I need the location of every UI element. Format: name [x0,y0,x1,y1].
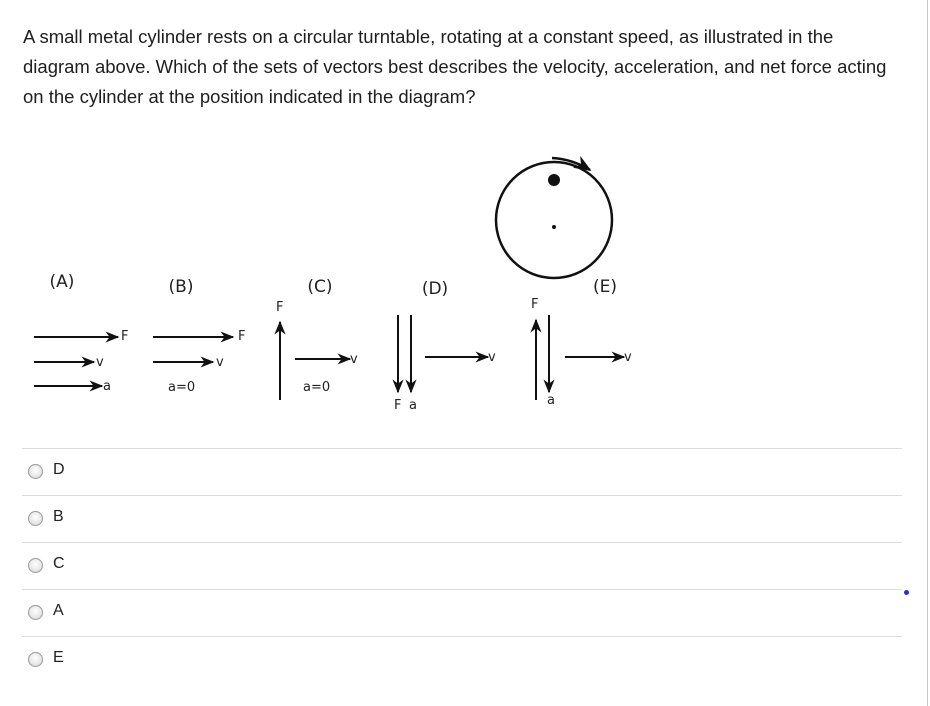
velocity-label: v [624,350,632,365]
radio-button[interactable] [28,652,43,667]
choice-label-e: (E) [592,277,618,297]
radio-button[interactable] [28,464,43,479]
acceleration-label: a [103,379,111,394]
answer-option-label: E [53,649,64,666]
choice-e-vectors [531,297,632,408]
velocity-label: v [350,352,358,367]
force-label: F [238,329,246,344]
velocity-label: v [96,355,104,370]
choice-d-vectors [394,315,496,413]
radio-button[interactable] [28,558,43,573]
force-label: F [394,398,402,413]
choice-label-a: (A) [49,272,75,292]
choice-c-vectors [276,300,358,400]
force-label: F [276,300,284,315]
vector-diagram-figure [0,140,930,430]
choice-label-b: (B) [168,277,194,297]
marker-dot [904,590,909,595]
answer-option-d[interactable] [22,448,902,495]
velocity-label: v [488,350,496,365]
choice-label-c: (C) [307,277,333,297]
radio-button[interactable] [28,511,43,526]
answer-option-b[interactable] [22,495,902,542]
acceleration-zero-label: a=0 [303,380,331,395]
answer-option-label: D [53,461,65,478]
choice-label-d: (D) [421,279,449,299]
choice-a-vectors [34,329,128,394]
acceleration-zero-label: a=0 [168,380,196,395]
force-label: F [121,329,129,344]
answer-option-label: B [53,508,64,525]
force-label: F [531,297,539,312]
cylinder-dot-icon [548,174,560,186]
question-text: A small metal cylinder rests on a circular turntable, rotating at a constant speed, as illustrated in the diagram above. Which of the sets of vectors best describes the velocity, acceleration, and net force acting on the cylinder at the position indicated in the diagram? [23,26,887,107]
acceleration-label: a [409,398,417,413]
answer-options [22,448,902,683]
answer-option-label: C [53,555,65,572]
turntable-circle-icon [496,162,612,278]
answer-option-e[interactable] [22,636,902,683]
acceleration-label: a [547,393,555,408]
choice-b-vectors [153,329,245,395]
answer-option-a[interactable] [22,589,902,636]
radio-button[interactable] [28,605,43,620]
velocity-label: v [216,355,224,370]
answer-option-c[interactable] [22,542,902,589]
vector-diagram [0,140,930,430]
answer-option-label: A [53,602,64,619]
